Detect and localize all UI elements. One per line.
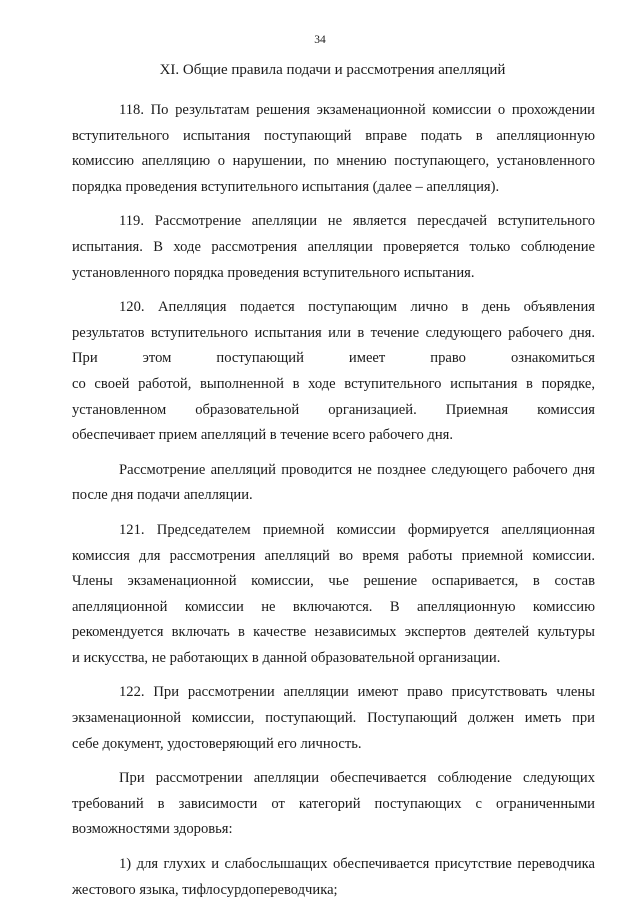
paragraph-line: со своей работой, выполненной в ходе вступительного испытания в порядке,: [72, 375, 595, 392]
paragraph-line: При рассмотрении апелляции обеспечивается соблюдение следующих: [119, 770, 595, 787]
paragraph-line: установленного порядка проведения вступительного испытания.: [72, 264, 475, 281]
paragraph-line: вступительного испытания поступающий вправе подать в апелляционную: [72, 127, 595, 144]
document-body: [72, 98, 595, 912]
paragraph-line: 119. Рассмотрение апелляции не является пересдачей вступительного: [119, 213, 595, 230]
paragraph-line: 122. При рассмотрении апелляции имеют право присутствовать члены: [119, 684, 595, 701]
paragraph: [72, 766, 595, 843]
paragraph-line: требований в зависимости от категорий поступающих с ограниченными: [72, 795, 595, 812]
paragraph-line: и искусства, не работающих в данной образовательной организации.: [72, 649, 501, 666]
paragraph-line: результатов вступительного испытания или в течение следующего рабочего дня.: [72, 324, 595, 341]
paragraph: [72, 852, 595, 903]
paragraph-line: после дня подачи апелляции.: [72, 487, 253, 504]
paragraph-line: При этом поступающий имеет право ознакомиться: [72, 350, 595, 367]
paragraph: [72, 98, 595, 200]
paragraph-line: комиссия для рассмотрения апелляций во время работы приемной комиссии.: [72, 547, 595, 564]
paragraph: [72, 518, 595, 672]
paragraph-line: апелляционной комиссии не включаются. В апелляционную комиссию: [72, 598, 595, 615]
paragraph-line: 118. По результатам решения экзаменационной комиссии о прохождении: [119, 102, 595, 118]
paragraph-line: Члены экзаменационной комиссии, чье решение оспаривается, в состав: [72, 573, 595, 590]
paragraph-line: 121. Председателем приемной комиссии формируется апелляционная: [119, 521, 595, 538]
paragraph: [72, 209, 595, 286]
paragraph-line: обеспечивает прием апелляций в течение всего рабочего дня.: [72, 427, 454, 444]
paragraph: [72, 458, 595, 509]
paragraph-line: порядка проведения вступительного испытания (далее – апелляция).: [72, 178, 500, 195]
paragraph-line: 1) для глухих и слабослышащих обеспечивается присутствие переводчика: [119, 856, 595, 873]
paragraph-line: установленном образовательной организацией. Приемная комиссия: [72, 401, 595, 418]
page-number: 34: [314, 34, 326, 46]
paragraph-line: Рассмотрение апелляций проводится не позднее следующего рабочего дня: [119, 461, 595, 478]
paragraph-line: экзаменационной комиссии, поступающий. Поступающий должен иметь при: [72, 710, 595, 727]
paragraph: [72, 680, 595, 757]
paragraph-line: рекомендуется включать в качестве независимых экспертов деятелей культуры: [72, 624, 595, 641]
section-title: XI. Общие правила подачи и рассмотрения апелляций: [159, 62, 506, 78]
paragraph: [72, 295, 595, 449]
paragraph-line: возможностями здоровья:: [72, 821, 233, 838]
paragraph-line: себе документ, удостоверяющий его личность.: [72, 735, 362, 752]
paragraph-line: испытания. В ходе рассмотрения апелляции проверяется только соблюдение: [72, 238, 595, 255]
paragraph-line: комиссию апелляцию о нарушении, по мнению поступающего, установленного: [72, 153, 595, 170]
paragraph-line: 120. Апелляция подается поступающим лично в день объявления: [119, 299, 595, 316]
paragraph-line: жестового языка, тифлосурдопереводчика;: [72, 881, 338, 898]
